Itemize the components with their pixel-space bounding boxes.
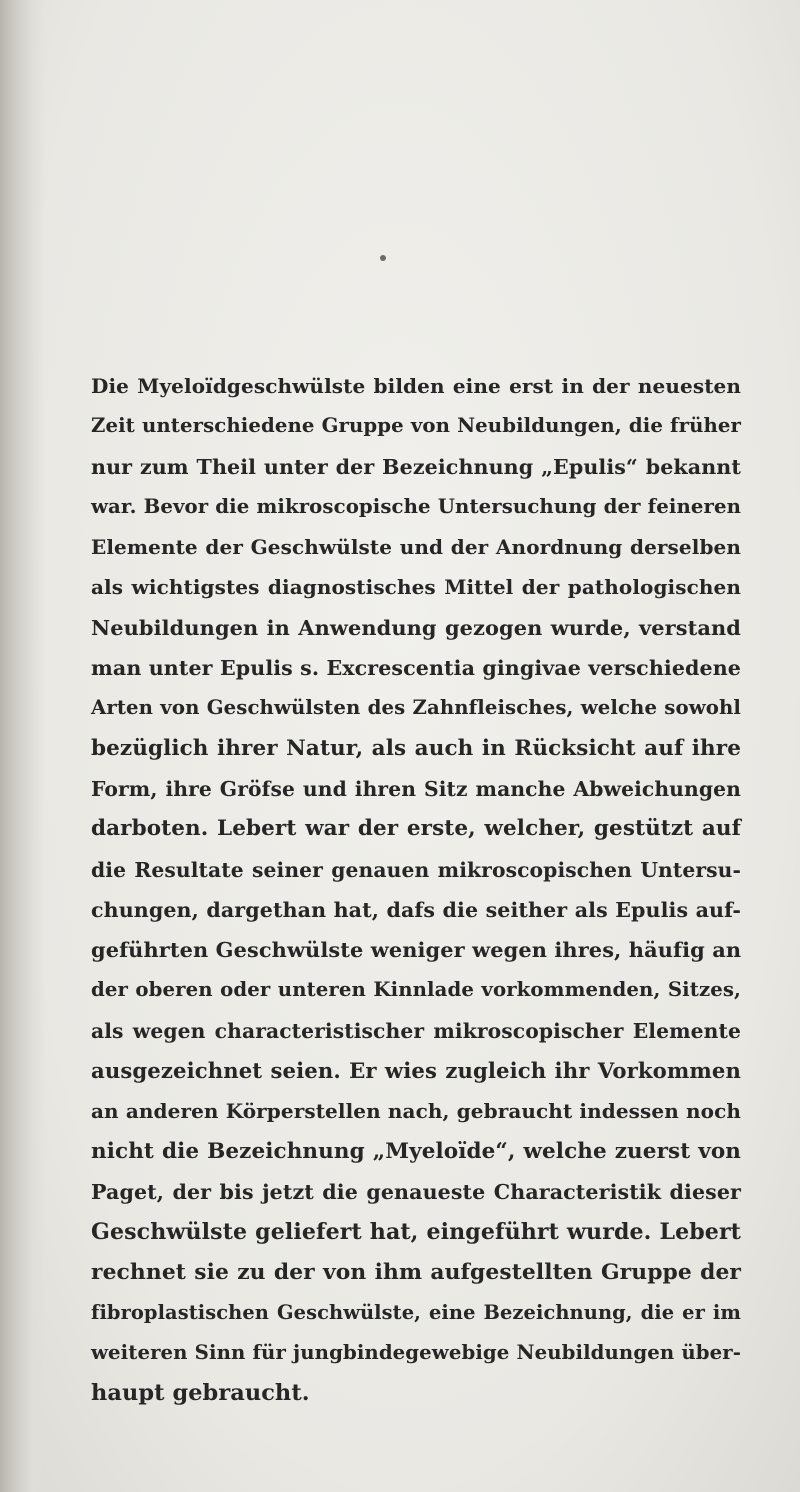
text-line: Paget, der bis jetzt die genaueste Characteristik dieser — [91, 1179, 741, 1204]
text-line: als wichtigstes diagnostisches Mittel der pathologischen — [91, 575, 741, 600]
text-line: Zeit unterschiedene Gruppe von Neubildungen, die früher — [91, 414, 741, 438]
text-line: rechnet sie zu der von ihm aufgestellten Gruppe der — [91, 1259, 741, 1285]
text-line: bezüglich ihrer Natur, als auch in Rücksicht auf ihre — [91, 735, 741, 761]
text-line: Neubildungen in Anwendung gezogen wurde, verstand — [91, 614, 741, 640]
text-line-last: haupt gebraucht. — [91, 1380, 310, 1407]
text-line: Arten von Geschwülsten des Zahnfleisches, welche sowohl — [91, 696, 741, 720]
text-line: nicht die Bezeichnung „Myeloïde“, welche zuerst von — [91, 1138, 741, 1164]
text-line: geführten Geschwülste weniger wegen ihres, häufig an — [91, 937, 742, 963]
text-line: als wegen characteristischer mikroscopischer Elemente — [91, 1018, 741, 1043]
text-line: darboten. Lebert war der erste, welcher, gestützt auf — [91, 816, 741, 842]
text-line: war. Bevor die mikroscopische Untersuchung der feineren — [91, 494, 741, 518]
text-line: an anderen Körperstellen nach, gebraucht indessen noch — [91, 1099, 741, 1124]
body-paragraph — [91, 366, 741, 1414]
text-line: Geschwülste geliefert hat, eingeführt wurde. Lebert — [91, 1219, 741, 1246]
text-line: Form, ihre Gröfse und ihren Sitz manche Abweichungen — [91, 776, 741, 801]
text-line: die Resultate seiner genauen mikroscopischen Untersu- — [91, 857, 741, 882]
text-line: der oberen oder unteren Kinnlade vorkommenden, Sitzes, — [91, 978, 741, 1002]
text-line: fibroplastischen Geschwülste, eine Bezeichnung, die er im — [91, 1300, 741, 1324]
print-speck — [380, 255, 386, 261]
page-binding-shadow — [0, 0, 46, 1492]
text-line: Die Myeloïdgeschwülste bilden eine erst in der neuesten — [91, 374, 741, 398]
text-line: Elemente der Geschwülste und der Anordnung derselben — [91, 535, 741, 560]
text-line: ausgezeichnet seien. Er wies zugleich ihr Vorkommen — [91, 1058, 741, 1084]
text-line: chungen, dargethan hat, dafs die seither als Epulis auf- — [91, 897, 741, 922]
text-line: nur zum Theil unter der Bezeichnung „Epulis“ bekannt — [91, 454, 741, 479]
text-line: weiteren Sinn für jungbindegewebige Neubildungen über- — [91, 1341, 741, 1365]
text-line: man unter Epulis s. Excrescentia gingivae verschiedene — [91, 656, 741, 681]
